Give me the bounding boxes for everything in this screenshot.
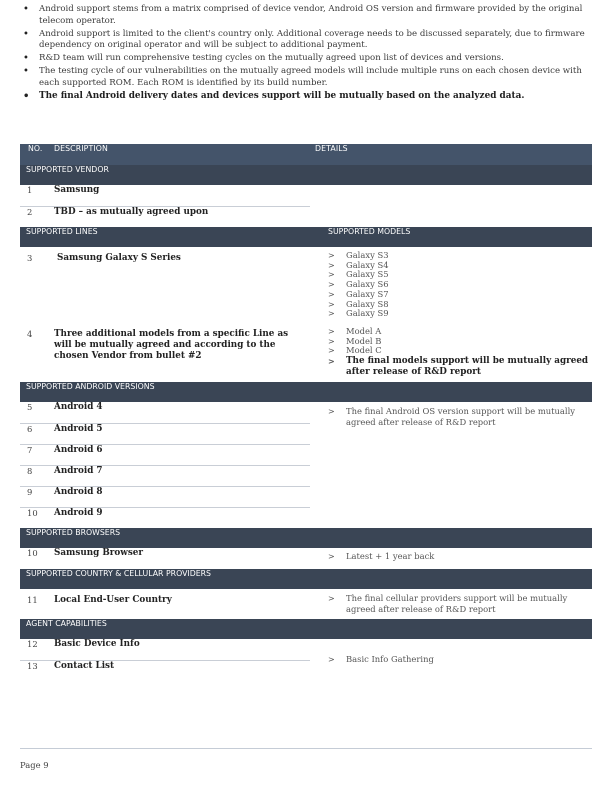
list-item: > Galaxy S5 (328, 270, 592, 280)
bullet-item: • R&D team will run comprehensive testing cycles on the mutually agreed upon list of devices and versions. (20, 53, 590, 65)
detail-list (328, 651, 592, 669)
section-title: SUPPORTED VENDOR (20, 165, 592, 185)
row-number: 2 (27, 206, 33, 217)
model-list (328, 247, 592, 323)
row-description: Samsung (54, 185, 310, 206)
row-number: 12 (20, 639, 54, 660)
list-item: > Galaxy S4 (328, 261, 592, 271)
detail-list (328, 402, 592, 432)
row-description: TBD – as mutually agreed upon (54, 206, 209, 217)
row-number: 9 (20, 486, 54, 507)
row-description: Android 8 (54, 486, 310, 507)
section-browsers (20, 528, 592, 548)
list-item: > Model C (328, 346, 592, 356)
table-row (20, 402, 592, 423)
row-number: 3 (27, 253, 33, 263)
section-android-versions (20, 382, 592, 402)
row-description: Android 6 (54, 444, 310, 465)
section-agent-capabilities (20, 619, 592, 639)
row-description: Android 5 (54, 423, 310, 444)
row-description: Basic Device Info (54, 639, 310, 660)
list-item: > Basic Info Gathering (328, 655, 592, 665)
row-number: 8 (20, 465, 54, 486)
list-item: > The final Android OS version support will be mutually agreed after release of R&D report (328, 406, 592, 428)
bullet-item: • The testing cycle of our vulnerabilities on the mutually agreed models will include multiple runs on each chosen device with each supported ROM. Each ROM is identified by its build number. (20, 66, 590, 90)
row-number: 10 (27, 548, 38, 559)
footer-divider (20, 748, 592, 749)
row-details (310, 639, 592, 681)
header-no: NO. (20, 144, 54, 165)
list-item-note: > The final models support will be mutually agreed after release of R&D report (328, 356, 592, 378)
row-details (310, 589, 592, 619)
list-item: > The final cellular providers support will be mutually agreed after release of R&D report (328, 593, 592, 615)
support-matrix-table (20, 144, 592, 681)
bullet-item: • Android support is limited to the client's country only. Additional coverage needs to be discussed separately, due to firmware dependency on original operator and will be subject to additional payment. (20, 29, 590, 53)
list-item: > Galaxy S9 (328, 309, 592, 319)
bullet-item-emphasis: • The final Android delivery dates and devices support will be mutually based on the analyzed data. (20, 91, 590, 103)
table-row (20, 206, 592, 227)
row-description-text: Samsung Galaxy S Series (57, 253, 181, 263)
section-vendor (20, 165, 592, 185)
page-number: Page 9 (20, 760, 49, 770)
section-title-right: SUPPORTED MODELS (310, 227, 592, 247)
list-item: > Model A (328, 327, 592, 337)
row-number: 7 (20, 444, 54, 465)
row-number: 6 (20, 423, 54, 444)
row-number: 4 (27, 328, 33, 339)
row-description (54, 247, 310, 323)
row-description: Android 4 (54, 402, 310, 423)
list-item: > Galaxy S8 (328, 300, 592, 310)
detail-list (328, 548, 592, 566)
row-description: Three additional models from a specific Line as will be mutually agreed and according to the chosen Vendor from bullet #2 (54, 328, 289, 361)
header-details: DETAILS (310, 144, 592, 165)
row-description: Contact List (54, 660, 115, 671)
row-number: 10 (27, 507, 38, 518)
section-title: AGENT CAPABILITIES (20, 619, 592, 639)
row-description: Android 7 (54, 465, 310, 486)
detail-list (328, 589, 592, 619)
row-number: 13 (27, 660, 38, 671)
table-row (20, 639, 592, 660)
model-list (328, 323, 592, 382)
list-item: > Latest + 1 year back (328, 552, 592, 562)
row-number: 5 (20, 402, 54, 423)
table-row (20, 589, 592, 619)
row-details (310, 323, 592, 382)
row-number: 11 (27, 595, 38, 606)
row-details (310, 247, 592, 323)
table-row (20, 323, 592, 382)
row-details (310, 206, 592, 227)
section-title: SUPPORTED BROWSERS (20, 528, 592, 548)
row-description: Local End-User Country (54, 595, 172, 606)
list-item: > Galaxy S6 (328, 280, 592, 290)
table-row (20, 247, 592, 323)
bullet-item: • Android support stems from a matrix comprised of device vendor, Android OS version and firmware provided by the original telecom operator. (20, 4, 590, 28)
table-header-row (20, 144, 592, 165)
table-row (20, 548, 592, 569)
row-description: Android 9 (54, 507, 103, 518)
list-item: > Galaxy S3 (328, 251, 592, 261)
list-item: > Galaxy S7 (328, 290, 592, 300)
section-title: SUPPORTED LINES (20, 227, 310, 247)
table-row (20, 185, 592, 206)
row-number: 1 (20, 185, 54, 206)
row-details (310, 185, 592, 206)
intro-bullet-list (20, 4, 590, 103)
row-details (310, 402, 592, 528)
list-item: > Model B (328, 337, 592, 347)
section-title: SUPPORTED ANDROID VERSIONS (20, 382, 592, 402)
section-country-providers (20, 569, 592, 589)
header-description: DESCRIPTION (54, 144, 310, 165)
section-lines (20, 227, 592, 247)
row-description: Samsung Browser (54, 548, 144, 559)
row-details (310, 548, 592, 569)
section-title: SUPPORTED COUNTRY & CELLULAR PROVIDERS (20, 569, 592, 589)
